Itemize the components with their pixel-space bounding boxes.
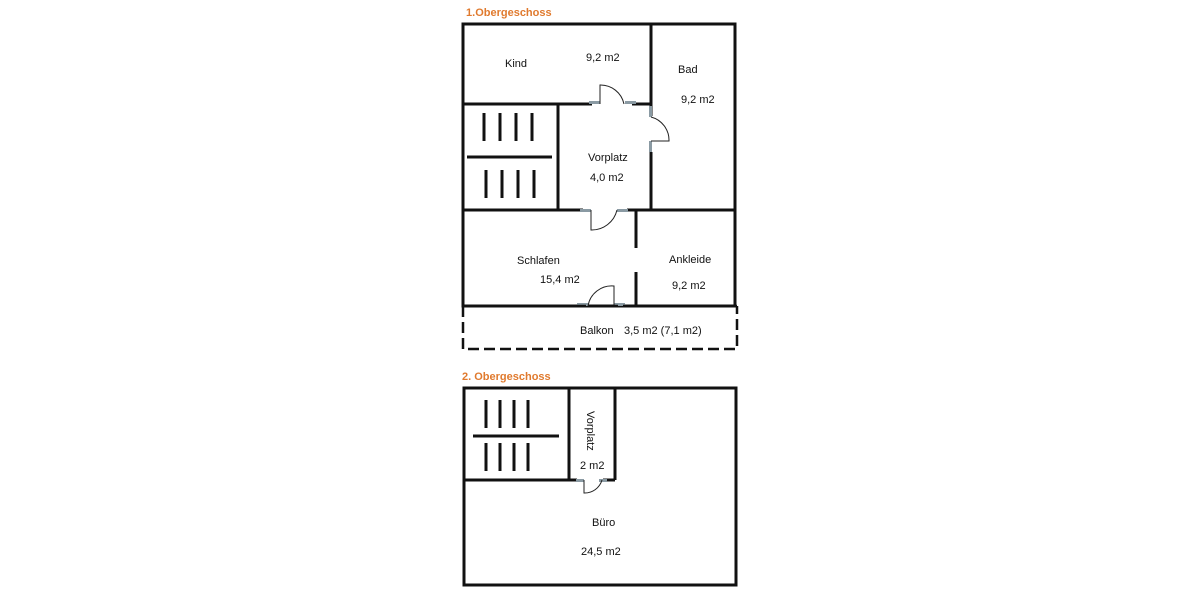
room-ankleide-area: 9,2 m2 — [672, 280, 706, 292]
floor-1-title-prefix: 1. — [466, 7, 476, 19]
room-vorplatz-area: 4,0 m2 — [590, 172, 624, 184]
room-vorplatz2-area: 2 m2 — [580, 460, 605, 472]
staircase-floor-2 — [473, 400, 559, 471]
room-kind-area: 9,2 m2 — [586, 52, 620, 64]
room-buero-name: Büro — [592, 517, 616, 529]
floor-2 — [462, 371, 736, 585]
floor-2-title: 2. Obergeschoss — [462, 371, 551, 383]
room-vorplatz-name: Vorplatz — [588, 152, 628, 164]
room-schlafen-name: Schlafen — [517, 255, 560, 267]
door-balkon — [577, 286, 625, 306]
room-balkon-name: Balkon — [580, 325, 614, 337]
staircase-floor-1 — [467, 113, 552, 198]
room-ankleide-name: Ankleide — [669, 254, 712, 266]
room-buero-area: 24,5 m2 — [581, 546, 621, 558]
floor-1 — [463, 7, 737, 349]
door-schlafen-top — [580, 209, 628, 230]
room-bad-area: 9,2 m2 — [681, 94, 715, 106]
floor-1-title — [466, 7, 552, 19]
room-schlafen-area: 15,4 m2 — [540, 274, 580, 286]
door-buero — [576, 479, 607, 493]
room-kind-name: Kind — [505, 58, 528, 70]
room-balkon-area: 3,5 m2 (7,1 m2) — [624, 325, 702, 337]
room-bad-name: Bad — [678, 64, 698, 76]
floor-1-title-text: Obergeschoss — [475, 7, 552, 19]
door-kind — [589, 85, 636, 104]
room-vorplatz2-name: Vorplatz — [584, 411, 596, 451]
